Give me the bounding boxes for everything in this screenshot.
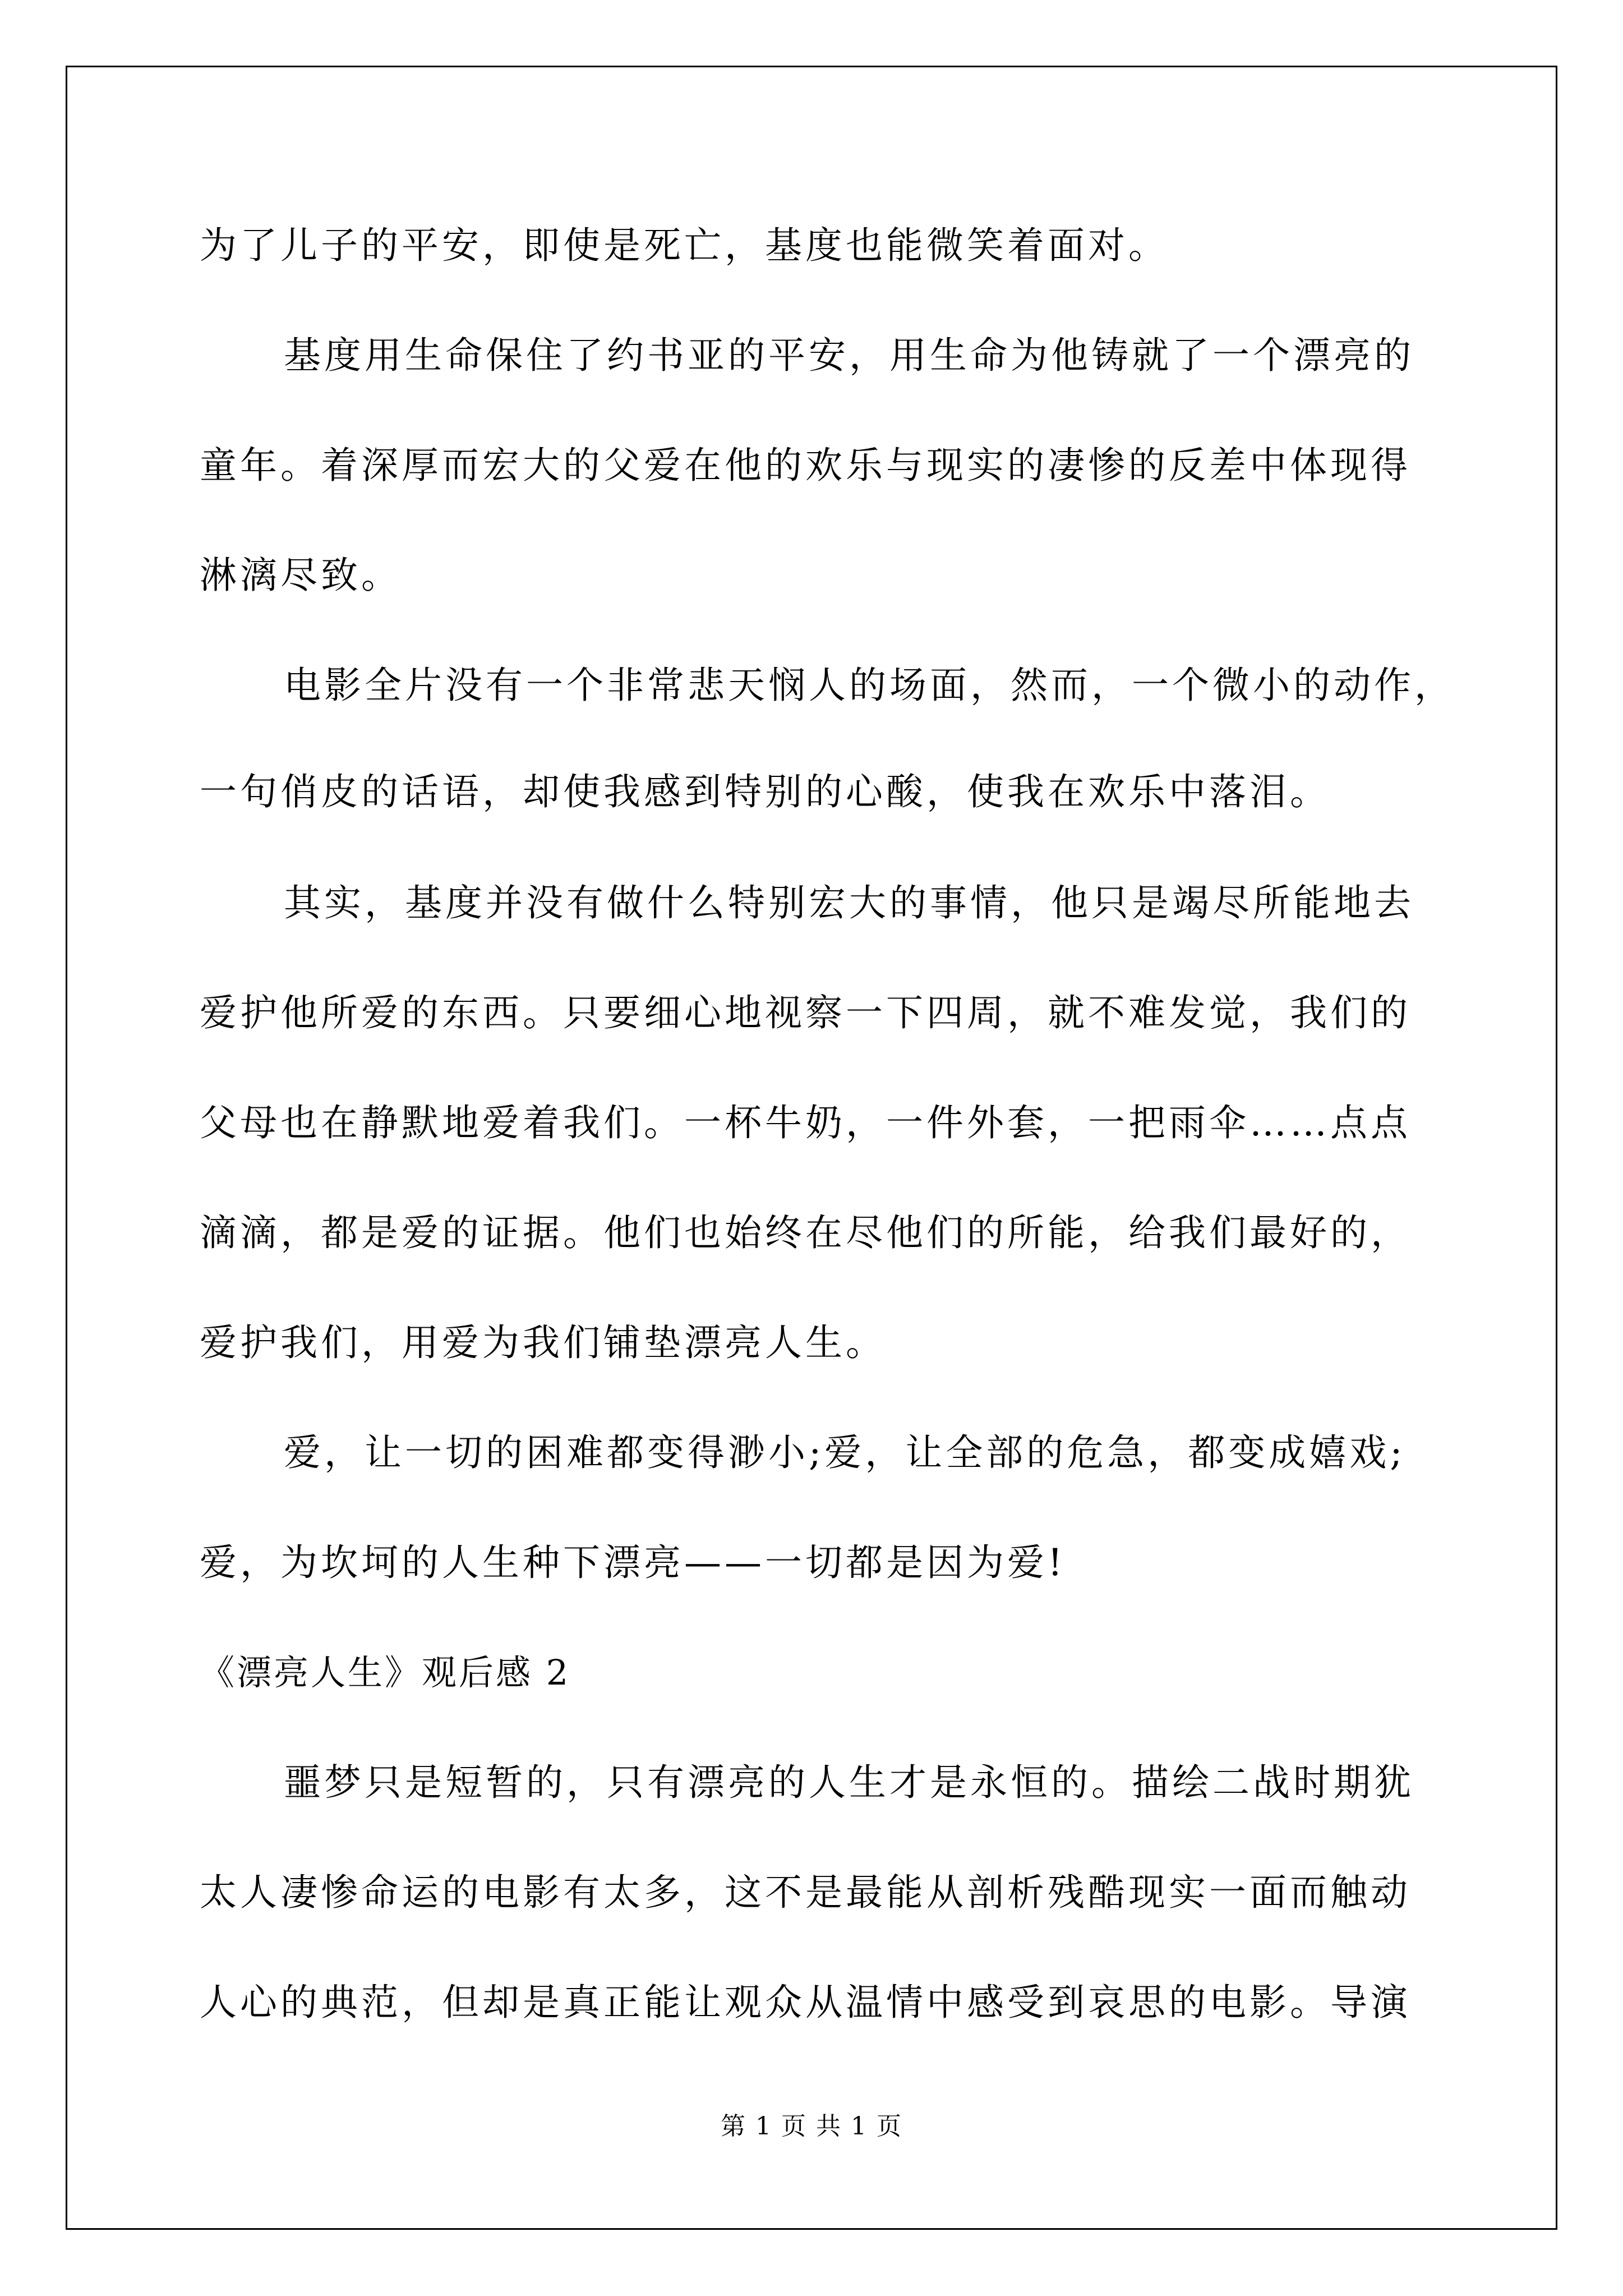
paragraph-start-line: 爱，让一切的困难都变得渺小;爱，让全部的危急，都变成嬉戏; <box>284 1431 1406 1474</box>
text-line: 父母也在静默地爱着我们。一杯牛奶，一件外套，一把雨伞……点点 <box>200 1101 1411 1144</box>
paragraph-start-line: 噩梦只是短暂的，只有漂亮的人生才是永恒的。描绘二战时期犹 <box>284 1761 1414 1804</box>
text-line: 一句俏皮的话语，却使我感到特别的心酸，使我在欢乐中落泪。 <box>200 770 1330 813</box>
text-line: 淋漓尽致。 <box>200 554 402 597</box>
paragraph-start-line: 电影全片没有一个非常悲天悯人的场面，然而，一个微小的动作， <box>284 664 1455 707</box>
text-line: 童年。着深厚而宏大的父爱在他的欢乐与现实的凄惨的反差中体现得 <box>200 444 1411 487</box>
paragraph-start-line: 其实，基度并没有做什么特别宏大的事情，他只是竭尽所能地去 <box>284 881 1414 924</box>
text-line: 爱护他所爱的东西。只要细心地视察一下四周，就不难发觉，我们的 <box>200 991 1411 1034</box>
page-footer: 第 1 页 共 1 页 <box>721 2112 902 2141</box>
text-line: 爱护我们，用爱为我们铺垫漂亮人生。 <box>200 1321 886 1364</box>
text-line: 人心的典范，但却是真正能让观众从温情中感受到哀思的电影。导演 <box>200 1981 1411 2024</box>
paragraph-start-line: 基度用生命保住了约书亚的平安，用生命为他铸就了一个漂亮的 <box>284 334 1414 377</box>
text-line: 太人凄惨命运的电影有太多，这不是最能从剖析残酷现实一面而触动 <box>200 1871 1411 1914</box>
text-line: 为了儿子的平安，即使是死亡，基度也能微笑着面对。 <box>200 224 1169 267</box>
section-heading: 《漂亮人生》观后感 2 <box>200 1652 571 1693</box>
text-line: 滴滴，都是爱的证据。他们也始终在尽他们的所能，给我们最好的， <box>200 1211 1411 1254</box>
text-line: 爱，为坎坷的人生种下漂亮——一切都是因为爱! <box>200 1541 1066 1584</box>
